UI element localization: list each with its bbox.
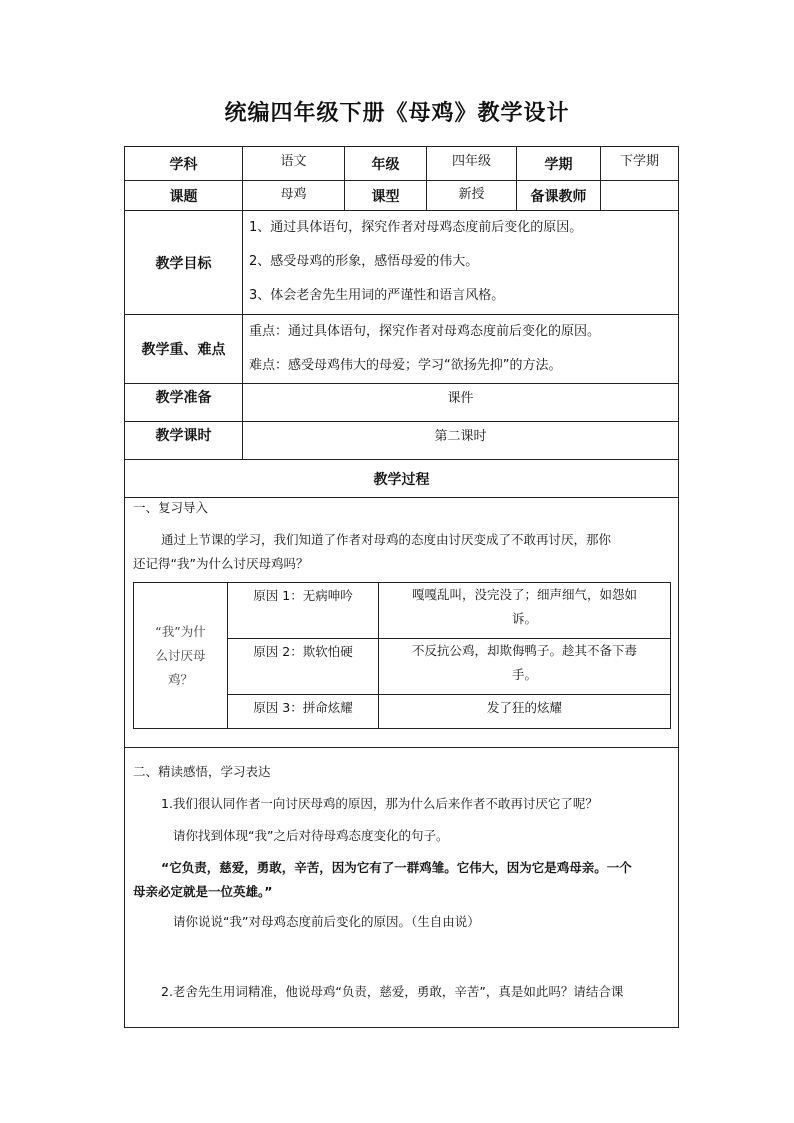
hours-label: 教学课时: [125, 422, 243, 460]
keypoints-label: 教学重、难点: [125, 315, 243, 384]
hours-row: [125, 422, 679, 460]
reason-name: 原因 1：无病呻吟: [228, 583, 379, 639]
goals-row: [125, 211, 679, 315]
task-1: 请你找到体现“我”之后对待母鸡态度变化的句子。: [173, 828, 449, 843]
quote-line: “它负责，慈爱，勇敢，辛苦，因为它有了一群鸡雏。它伟大，因为它是鸡母亲。一个: [161, 860, 632, 875]
goal-item: 1、通过具体语句，探究作者对母鸡态度前后变化的原因。: [249, 220, 583, 235]
reason-row: [134, 583, 671, 639]
topic-label: 课题: [125, 181, 243, 211]
type-value: 新授: [427, 181, 517, 211]
teacher-value: [601, 181, 679, 211]
hours-value: 第二课时: [243, 422, 679, 460]
goals-content: [243, 211, 679, 315]
topic-value: 母鸡: [243, 181, 345, 211]
process-section-1-row: [125, 498, 679, 748]
type-label: 课型: [345, 181, 427, 211]
section-heading: 二、精读感悟，学习表达: [133, 764, 271, 779]
question-1: 1.我们很认同作者一向讨厌母鸡的原因，那为什么后来作者不敢再讨厌它了呢？: [161, 796, 598, 811]
teacher-label: 备课教师: [517, 181, 601, 211]
quote-line: 母亲必定就是一位英雄。”: [133, 884, 273, 899]
reasons-table: [133, 582, 671, 729]
term-value: 下学期: [601, 147, 679, 181]
intro-line: 还记得“我”为什么讨厌母鸡吗？: [133, 556, 309, 571]
process-section-2: [125, 748, 679, 1028]
process-label: 教学过程: [125, 460, 679, 498]
prep-value: 课件: [243, 384, 679, 422]
goals-label: 教学目标: [125, 211, 243, 315]
process-section-2-row: [125, 748, 679, 1028]
reason-detail: 发了狂的炫耀: [379, 695, 671, 729]
goal-item: 2、感受母鸡的形象，感悟母爱的伟大。: [249, 254, 479, 269]
keypoint-item: 重点：通过具体语句，探究作者对母鸡态度前后变化的原因。: [249, 324, 601, 339]
process-header-row: [125, 460, 679, 498]
reason-detail: 不反抗公鸡，却欺侮鸭子。趁其不备下毒 手。: [379, 639, 671, 695]
intro-line: 通过上节课的学习，我们知道了作者对母鸡的态度由讨厌变成了不敢再讨厌，那你: [161, 532, 612, 547]
goal-item: 3、体会老舍先生用词的严谨性和语言风格。: [249, 288, 505, 303]
term-label: 学期: [517, 147, 601, 181]
page-title: 统编四年级下册《母鸡》教学设计: [224, 100, 570, 126]
reason-name: 原因 2：欺软怕硬: [228, 639, 379, 695]
info-row-2: [125, 181, 679, 211]
prep-row: [125, 384, 679, 422]
lesson-plan-table: [124, 146, 679, 1028]
process-section-1: [125, 498, 679, 748]
question-2: 2.老舍先生用词精准，他说母鸡“负责，慈爱，勇敢，辛苦”，真是如此吗？请结合课: [161, 984, 624, 999]
grade-value: 四年级: [427, 147, 517, 181]
keypoints-content: [243, 315, 679, 384]
reason-name: 原因 3：拼命炫耀: [228, 695, 379, 729]
prep-label: 教学准备: [125, 384, 243, 422]
subject-label: 学科: [125, 147, 243, 181]
section-heading: 一、复习导入: [133, 500, 209, 515]
reasons-question: “我”为什 么讨厌母 鸡？: [134, 583, 228, 729]
keypoint-item: 难点：感受母鸡伟大的母爱；学习“欲扬先抑”的方法。: [249, 358, 562, 373]
info-row-1: [125, 147, 679, 181]
grade-label: 年级: [345, 147, 427, 181]
reason-detail: 嘎嘎乱叫，没完没了；细声细气，如怨如 诉。: [379, 583, 671, 639]
task-2: 请你说说“我”对母鸡态度前后变化的原因。（生自由说）: [173, 914, 480, 929]
keypoints-row: [125, 315, 679, 384]
subject-value: 语文: [243, 147, 345, 181]
